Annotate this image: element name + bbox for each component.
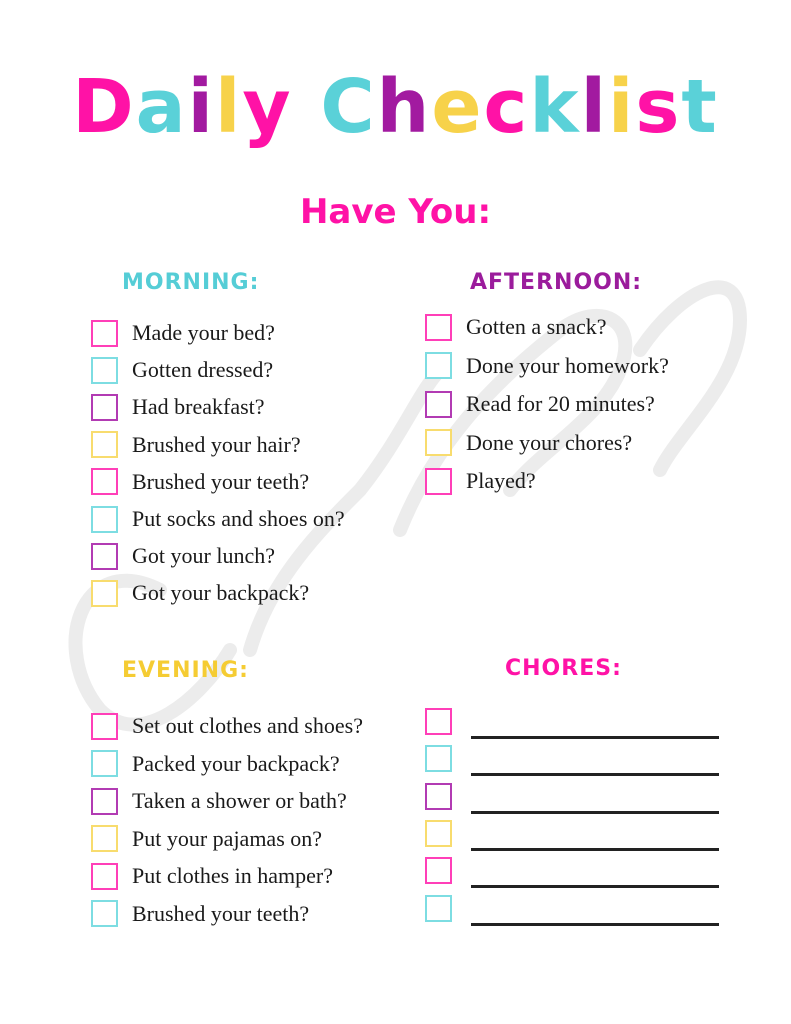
title-letter	[293, 70, 321, 144]
heading-morning: MORNING:	[122, 270, 260, 295]
chore-blank-line[interactable]	[471, 848, 719, 851]
checklist-label: Done your homework?	[466, 352, 669, 378]
checkbox[interactable]	[91, 713, 118, 740]
checklist-label: Brushed your teeth?	[132, 468, 310, 494]
checkbox[interactable]	[91, 506, 118, 533]
title-letter: i	[187, 64, 215, 150]
page-title	[0, 64, 791, 150]
checklist-label: Made your bed?	[132, 320, 275, 345]
checkbox[interactable]	[425, 314, 452, 341]
title-letter: k	[529, 64, 581, 150]
checkbox[interactable]	[425, 708, 452, 735]
checkbox[interactable]	[425, 745, 452, 772]
heading-evening: EVENING:	[122, 658, 249, 683]
title-letter: c	[483, 64, 530, 150]
checklist-label: Put socks and shoes on?	[132, 506, 345, 531]
checklist-label: Put your pajamas on?	[132, 825, 323, 851]
checkbox[interactable]	[425, 857, 452, 884]
title-letter: l	[214, 64, 243, 150]
checkbox[interactable]	[425, 352, 452, 379]
chore-blank-line[interactable]	[471, 736, 719, 739]
checklist-label: Packed your backpack?	[132, 750, 340, 776]
checklist-label: Got your backpack?	[132, 580, 310, 606]
title-letter: D	[72, 64, 136, 150]
checklist-item	[91, 392, 265, 422]
chore-blank-line[interactable]	[471, 811, 719, 814]
checklist-item	[425, 351, 669, 381]
checklist-label: Gotten dressed?	[132, 357, 274, 383]
checklist-label: Played?	[466, 468, 536, 493]
checklist-item	[91, 467, 309, 497]
checklist-label: Had breakfast?	[132, 394, 265, 420]
title-letter: a	[135, 64, 188, 150]
checklist-item	[91, 504, 345, 534]
heading-afternoon: AFTERNOON:	[470, 270, 643, 295]
checkbox[interactable]	[91, 431, 118, 458]
chore-blank-line[interactable]	[471, 885, 719, 888]
checkbox[interactable]	[91, 580, 118, 607]
title-letter: y	[242, 64, 293, 150]
checkbox[interactable]	[425, 391, 452, 418]
checkbox[interactable]	[425, 783, 452, 810]
checklist-item	[425, 466, 536, 496]
subtitle: Have You:	[299, 192, 492, 232]
checklist-item	[91, 749, 340, 779]
chore-blank-line[interactable]	[471, 923, 719, 926]
checklist-label: Taken a shower or bath?	[132, 788, 347, 813]
checklist-label: Read for 20 minutes?	[466, 391, 655, 416]
checklist-item	[425, 312, 607, 342]
checkbox[interactable]	[425, 895, 452, 922]
checkbox[interactable]	[91, 825, 118, 852]
title-letter: e	[431, 64, 484, 150]
checklist-label: Brushed your hair?	[132, 431, 301, 457]
checklist-item	[91, 578, 309, 608]
title-letter: l	[580, 64, 608, 150]
checklist-label: Got your lunch?	[132, 543, 275, 569]
title-letter: i	[608, 64, 636, 150]
checklist-item	[91, 711, 363, 741]
checkbox[interactable]	[91, 543, 118, 570]
checkbox[interactable]	[91, 788, 118, 815]
checkbox[interactable]	[91, 468, 118, 495]
checklist-label: Put clothes in hamper?	[132, 863, 334, 888]
checkbox[interactable]	[91, 394, 118, 421]
chore-blank-line[interactable]	[471, 773, 719, 776]
heading-chores: CHORES:	[505, 656, 622, 681]
checklist-item	[91, 824, 322, 854]
checklist-item	[91, 861, 333, 891]
title-letter: C	[320, 64, 377, 150]
title-letter: s	[635, 64, 682, 150]
checkbox[interactable]	[91, 357, 118, 384]
checklist-item	[91, 355, 273, 385]
title-letter: t	[681, 64, 719, 150]
checkbox[interactable]	[91, 863, 118, 890]
checkbox[interactable]	[425, 468, 452, 495]
checklist-label: Gotten a snack?	[466, 314, 607, 339]
checklist-item	[425, 428, 632, 458]
checkbox[interactable]	[425, 429, 452, 456]
checklist-item	[91, 899, 309, 929]
checklist-label: Done your chores?	[466, 429, 633, 455]
title-letter: h	[376, 64, 432, 150]
checkbox[interactable]	[91, 750, 118, 777]
checklist-item	[91, 430, 301, 460]
checklist-label: Brushed your teeth?	[132, 900, 310, 926]
checklist-item	[91, 541, 275, 571]
checkbox[interactable]	[91, 320, 118, 347]
checkbox[interactable]	[425, 820, 452, 847]
checkbox[interactable]	[91, 900, 118, 927]
checklist-item	[91, 786, 347, 816]
checklist-label: Set out clothes and shoes?	[132, 713, 363, 738]
checklist-item	[91, 318, 275, 348]
checklist-item	[425, 389, 655, 419]
